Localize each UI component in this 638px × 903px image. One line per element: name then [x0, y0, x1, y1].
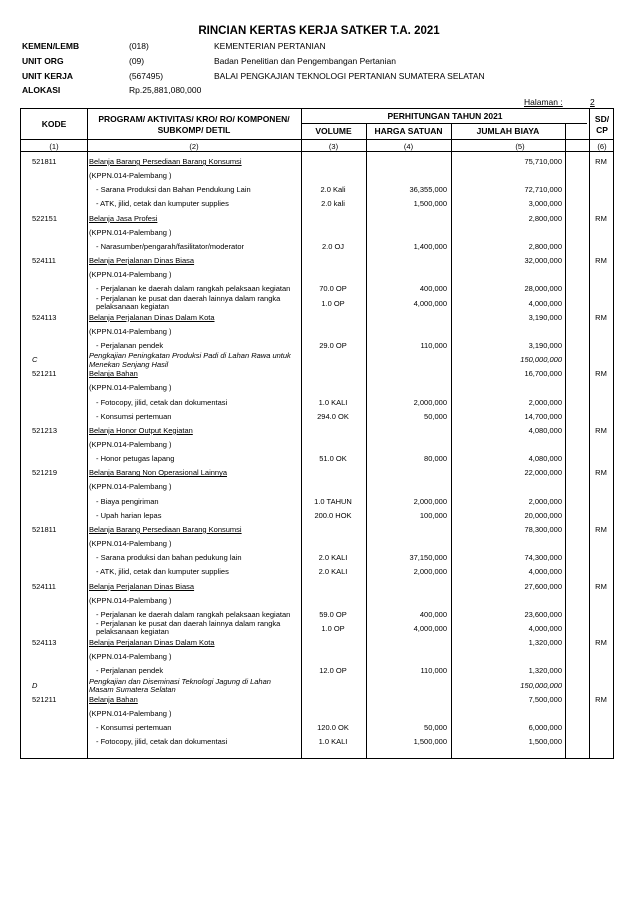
table-row [20, 170, 614, 184]
row-description: - Perjalanan ke daerah dalam rangkah pelaksaan kegiatan [96, 284, 291, 294]
row-unit-price: 4,000,000 [413, 298, 447, 308]
row-description: Belanja Jasa Profesi [89, 213, 158, 223]
row-description: (KPPN.014-Palembang ) [89, 539, 172, 549]
row-description: - Biaya pengiriman [96, 496, 159, 506]
row-total: 74,300,000 [524, 553, 562, 563]
row-code: 521219 [32, 468, 58, 478]
table-row [20, 676, 614, 695]
row-source-fund: RM [595, 256, 607, 266]
row-description: - Upah harian lepas [96, 510, 162, 520]
table-row [20, 439, 614, 453]
row-volume: 1.0 OP [321, 298, 345, 308]
row-volume: 59.0 OP [319, 609, 347, 619]
row-total: 1,320,000 [528, 666, 562, 676]
row-code: 521811 [32, 524, 57, 534]
row-total: 3,000,000 [528, 199, 562, 209]
row-total: 2,800,000 [528, 241, 562, 251]
table-row [20, 293, 614, 312]
row-volume: 29.0 OP [319, 340, 347, 350]
col-num-1: (1) [49, 142, 59, 151]
row-unit-price: 100,000 [419, 510, 447, 520]
table-row [20, 156, 614, 170]
row-total: 2,000,000 [528, 397, 562, 407]
row-total: 4,000,000 [528, 623, 562, 633]
row-code: 521211 [32, 694, 57, 704]
row-description: Belanja Barang Persediaan Barang Konsumsi [89, 524, 242, 534]
row-code: D [32, 680, 38, 690]
row-description: - Konsumsi pertemuan [96, 723, 172, 732]
row-description: Belanja Perjalanan Dinas Biasa [89, 581, 195, 591]
table-row [20, 241, 614, 255]
row-code: 521213 [32, 425, 58, 435]
table-row [20, 637, 614, 651]
table-row [20, 213, 614, 227]
row-unit-price: 110,000 [420, 666, 447, 676]
table-row [20, 453, 614, 467]
meta-label: UNIT ORG [22, 56, 64, 66]
row-description: Belanja Perjalanan Dinas Dalam Kota [89, 312, 215, 322]
table-row [20, 425, 614, 439]
row-total: 1,500,000 [528, 737, 562, 747]
row-volume: 2.0 KALI [318, 567, 348, 577]
row-description: - ATK, jilid, cetak dan kumputer supplies [96, 199, 229, 209]
table-row [20, 198, 614, 212]
row-source-fund: RM [595, 312, 607, 322]
table-row [20, 566, 614, 580]
row-description: - Konsumsi pertemuan [96, 411, 172, 421]
table-row [20, 538, 614, 552]
row-description: (KPPN.014-Palembang ) [89, 440, 172, 449]
row-description: - ATK, jilid, cetak dan kumputer supplies [96, 567, 229, 577]
row-description: - Perjalanan ke pusat dan daerah lainnya dalam rangka pelaksanaan kegiatan [96, 618, 281, 637]
row-volume: 12.0 OP [319, 666, 347, 676]
row-description: (KPPN.014-Palembang ) [89, 652, 172, 662]
meta-code: (018) [129, 41, 149, 51]
row-code: 521211 [32, 369, 57, 379]
row-source-fund: RM [595, 425, 607, 435]
row-description: (KPPN.014-Palembang ) [89, 326, 172, 336]
row-total: 4,080,000 [528, 454, 562, 464]
row-total: 7,500,000 [528, 694, 562, 704]
row-total: 150,000,000 [520, 355, 562, 365]
row-description: - Perjalanan ke daerah dalam rangkah pelaksaan kegiatan [96, 609, 291, 619]
header-sd-cp: SD/ CP [594, 114, 610, 135]
meta-value: KEMENTERIAN PERTANIAN [214, 41, 326, 51]
table-row [20, 552, 614, 566]
page-number: 2 [590, 97, 595, 107]
row-description: Pengkajian dan Diseminasi Teknologi Jagung di Lahan Masam Sumatera Selatan [89, 676, 271, 695]
row-total: 27,600,000 [524, 581, 562, 591]
table-row [20, 227, 614, 241]
row-total: 2,800,000 [528, 213, 562, 223]
row-unit-price: 80,000 [424, 454, 447, 464]
row-volume: 70.0 OP [319, 284, 347, 294]
table-row [20, 411, 614, 425]
row-description: - Fotocopy, jilid, cetak dan dokumentasi [96, 737, 228, 747]
row-unit-price: 4,000,000 [413, 623, 447, 633]
table-row [20, 312, 614, 326]
table-row [20, 255, 614, 269]
row-total: 78,300,000 [524, 524, 562, 534]
col-num-4: (4) [403, 142, 414, 151]
row-code: 524111 [32, 256, 56, 266]
table-row [20, 269, 614, 283]
row-code: 524111 [32, 581, 56, 591]
row-volume: 2.0 KALI [318, 553, 348, 563]
meta-code: Rp.25,881,080,000 [129, 85, 202, 95]
table-row [20, 651, 614, 665]
row-source-fund: RM [595, 694, 607, 704]
row-unit-price: 37,150,000 [409, 553, 447, 563]
row-description: - Sarana produksi dan bahan pedukung lain [96, 553, 242, 563]
meta-value: Badan Penelitian dan Pengembangan Pertanian [214, 56, 396, 66]
row-description: Belanja Perjalanan Dinas Dalam Kota [89, 638, 215, 648]
row-source-fund: RM [595, 468, 607, 478]
page-label: Halaman : [524, 97, 563, 107]
row-total: 16,700,000 [524, 369, 562, 379]
table-row [20, 510, 614, 524]
row-total: 4,000,000 [528, 298, 562, 308]
table-row [20, 382, 614, 396]
row-code: 524113 [32, 638, 57, 648]
row-total: 150,000,000 [520, 680, 562, 690]
row-description: - Perjalanan pendek [96, 666, 164, 676]
row-volume: 1.0 OP [321, 623, 345, 633]
row-total: 32,000,000 [524, 256, 562, 266]
document-title: RINCIAN KERTAS KERJA SATKER T.A. 2021 [198, 25, 440, 37]
row-unit-price: 400,000 [419, 284, 447, 294]
row-unit-price: 1,400,000 [413, 241, 447, 251]
table-row [20, 581, 614, 595]
row-description: Pengkajian Peningkatan Produksi Padi di Lahan Rawa untuk Menekan Senjang Hasil [89, 351, 291, 369]
row-unit-price: 2,000,000 [413, 496, 447, 506]
table-row [20, 397, 614, 411]
header-harga: HARGA SATUAN [374, 126, 443, 136]
meta-code: (09) [129, 56, 145, 66]
meta-label: KEMEN/LEMB [22, 41, 80, 51]
row-description: - Perjalanan pendek [96, 340, 164, 350]
row-source-fund: RM [595, 581, 607, 591]
row-unit-price: 1,500,000 [413, 737, 447, 747]
table-row [20, 184, 614, 198]
row-code: 522151 [32, 213, 58, 223]
row-unit-price: 36,355,000 [409, 185, 447, 195]
row-volume: 1.0 KALI [318, 397, 348, 407]
table-row [20, 326, 614, 340]
table-row [20, 736, 614, 750]
table-row [20, 524, 614, 538]
row-total: 23,600,000 [524, 609, 562, 619]
header-perhitungan: PERHITUNGAN TAHUN 2021 [387, 111, 503, 121]
row-volume: 1.0 TAHUN [314, 496, 352, 506]
meta-code: (567495) [129, 71, 164, 81]
header-kode: KODE [41, 119, 67, 129]
row-description: Belanja Perjalanan Dinas Biasa [89, 256, 195, 266]
header-volume: VOLUME [315, 126, 352, 136]
col-num-6: (6) [597, 142, 607, 151]
row-volume: 1.0 KALI [318, 737, 348, 747]
row-total: 72,710,000 [524, 185, 562, 195]
col-num-5: (5) [515, 142, 525, 151]
row-description: Belanja Barang Persediaan Barang Konsumsi [89, 157, 242, 166]
row-description: - Honor petugas lapang [96, 454, 175, 464]
row-total: 3,190,000 [528, 312, 562, 322]
table-row [20, 368, 614, 382]
meta-value: BALAI PENGKAJIAN TEKNOLOGI PERTANIAN SUMATERA SELATAN [214, 71, 485, 81]
row-description: Belanja Bahan [89, 694, 138, 704]
row-unit-price: 2,000,000 [413, 567, 447, 577]
table-row [20, 481, 614, 495]
table-row [20, 467, 614, 481]
table-row [20, 694, 614, 708]
row-total: 28,000,000 [524, 284, 562, 294]
row-description: (KPPN.014-Palembang ) [89, 482, 172, 492]
row-volume: 200.0 HOK [314, 510, 352, 520]
row-total: 4,080,000 [528, 425, 562, 435]
row-unit-price: 1,500,000 [413, 199, 447, 209]
row-volume: 51.0 OK [319, 454, 347, 464]
row-total: 2,000,000 [528, 496, 562, 506]
row-total: 75,710,000 [524, 157, 562, 166]
row-unit-price: 50,000 [424, 411, 447, 421]
row-description: (KPPN.014-Palembang ) [89, 383, 172, 393]
row-source-fund: RM [595, 369, 607, 379]
row-total: 1,320,000 [528, 638, 562, 648]
row-volume: 294.0 OK [317, 411, 349, 421]
row-description: - Sarana Produksi dan Bahan Pendukung Lain [96, 185, 251, 195]
row-source-fund: RM [595, 524, 607, 534]
row-total: 6,000,000 [528, 723, 562, 732]
table-row [20, 496, 614, 510]
row-source-fund: RM [595, 157, 607, 166]
row-unit-price: 400,000 [419, 609, 447, 619]
row-description: (KPPN.014-Palembang ) [89, 270, 172, 280]
row-total: 4,000,000 [528, 567, 562, 577]
row-source-fund: RM [595, 213, 607, 223]
header-program: PROGRAM/ AKTIVITAS/ KRO/ RO/ KOMPONEN/ SUBKOMP/ DETIL [98, 114, 290, 135]
table-row [20, 722, 614, 736]
col-num-2: (2) [189, 142, 199, 151]
row-description: - Fotocopy, jilid, cetak dan dokumentasi [96, 397, 228, 407]
row-description: Belanja Honor Output Kegiatan [89, 425, 193, 435]
row-total: 3,190,000 [528, 340, 562, 350]
meta-label: UNIT KERJA [22, 71, 74, 81]
row-volume: 120.0 OK [317, 723, 349, 732]
header-jumlah: JUMLAH BIAYA [476, 126, 540, 136]
row-description: Belanja Bahan [89, 369, 138, 379]
row-unit-price: 110,000 [420, 340, 447, 350]
row-volume: 2.0 OJ [321, 241, 345, 251]
table-row [20, 351, 614, 369]
table-row [20, 618, 614, 637]
table-row [20, 595, 614, 609]
row-description: (KPPN.014-Palembang ) [89, 171, 172, 181]
row-volume: 2.0 kali [321, 199, 345, 209]
row-unit-price: 2,000,000 [413, 397, 447, 407]
row-code: 524113 [32, 312, 57, 322]
row-source-fund: RM [595, 638, 607, 648]
row-total: 20,000,000 [524, 510, 562, 520]
row-total: 14,700,000 [524, 411, 562, 421]
row-description: Belanja Barang Non Operasional Lainnya [89, 468, 228, 478]
row-code: 521811 [32, 157, 57, 166]
row-description: - Perjalanan ke pusat dan daerah lainnya dalam rangka pelaksanaan kegiatan [96, 293, 281, 311]
row-description: (KPPN.014-Palembang ) [89, 708, 172, 718]
table-row [20, 708, 614, 722]
row-code: C [32, 355, 38, 365]
row-description: (KPPN.014-Palembang ) [89, 595, 172, 605]
row-description: (KPPN.014-Palembang ) [89, 227, 172, 237]
row-description: - Narasumber/pengarah/fasilitator/moderator [96, 241, 244, 251]
row-unit-price: 50,000 [424, 723, 447, 732]
meta-label: ALOKASI [22, 85, 61, 95]
row-total: 22,000,000 [524, 468, 562, 478]
col-num-3: (3) [328, 142, 339, 151]
row-volume: 2.0 Kali [320, 185, 346, 195]
